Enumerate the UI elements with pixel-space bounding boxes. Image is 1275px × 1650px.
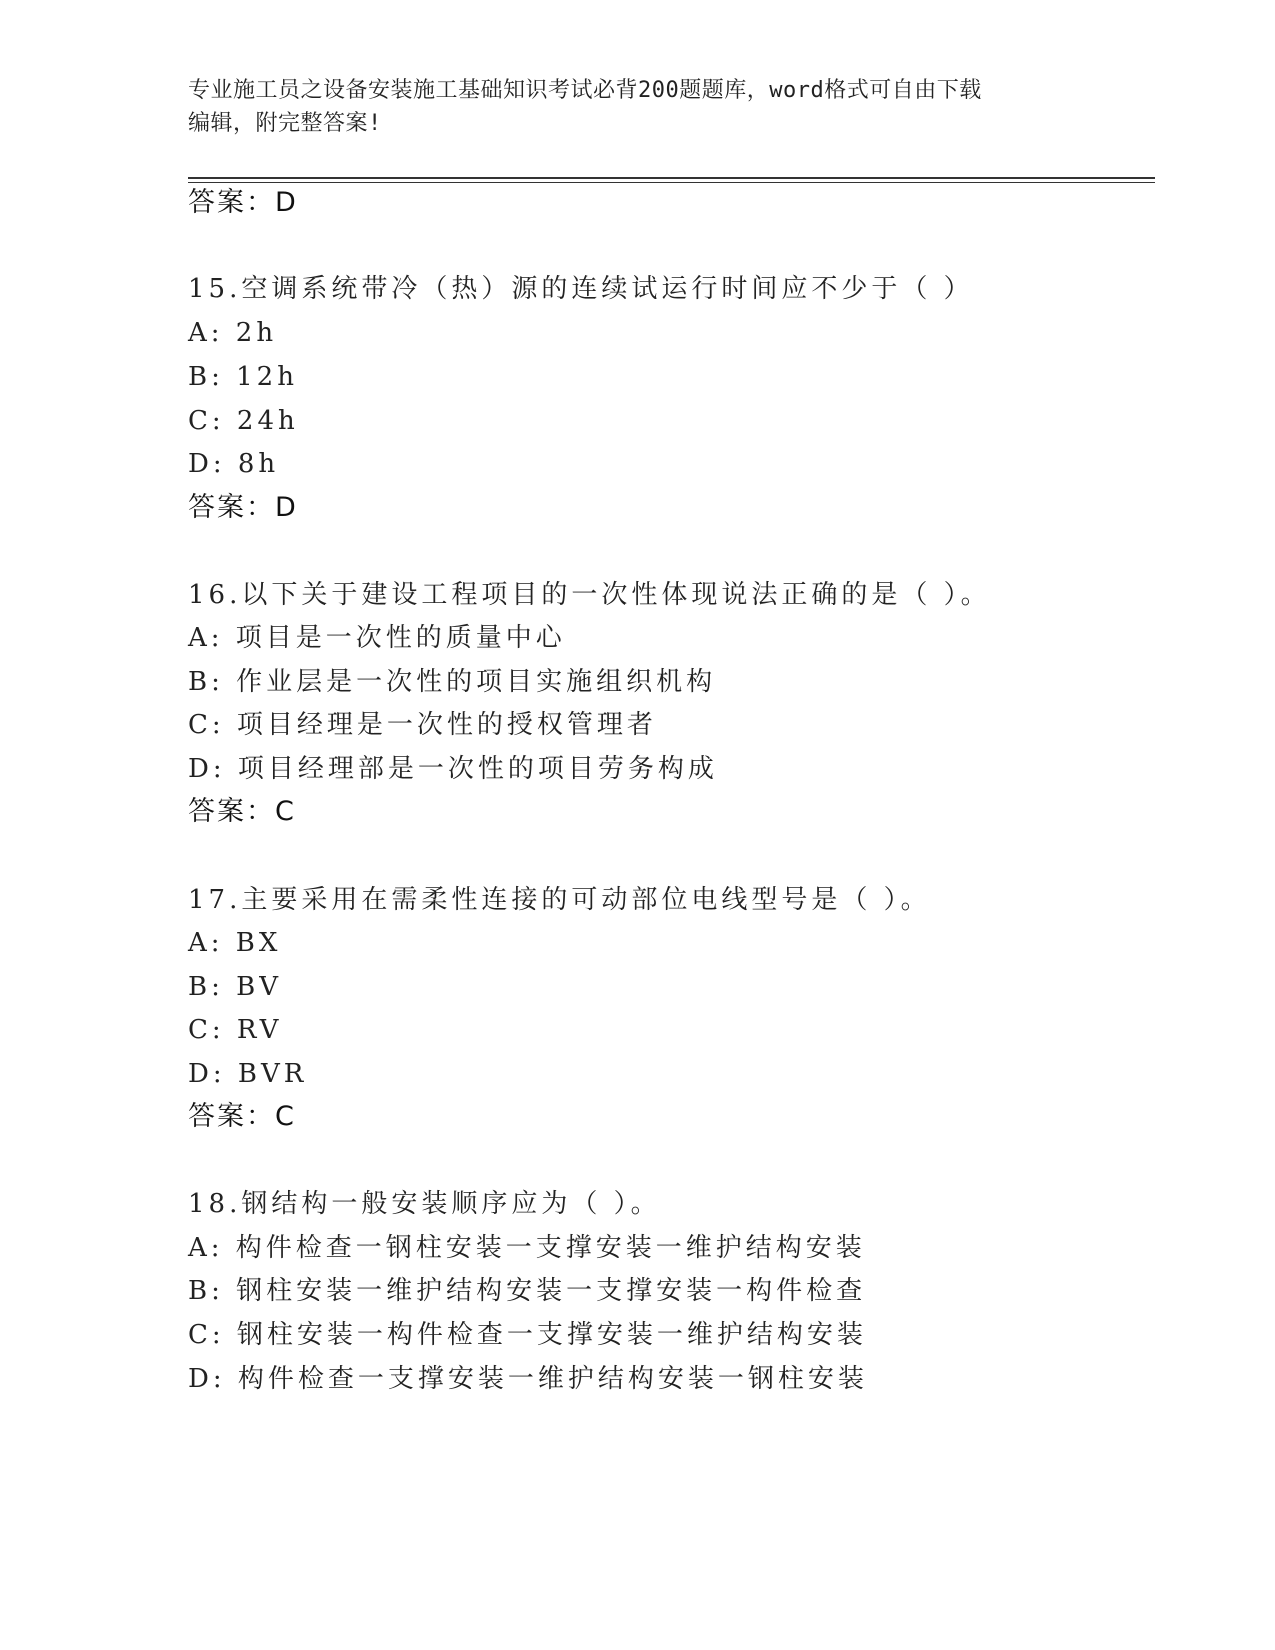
answer-label: 答案：D xyxy=(188,492,298,523)
option-d: D: 构件检查一支撑安装一维护结构安装一钢柱安装 xyxy=(188,1364,868,1394)
document-header xyxy=(188,74,1088,140)
question-stem: 15.空调系统带冷（热）源的连续试运行时间应不少于（ ） xyxy=(188,274,974,304)
option-b: B: BV xyxy=(188,972,283,1002)
option-b: B: 钢柱安装一维护结构安装一支撑安装一构件检查 xyxy=(188,1276,867,1306)
option-c: C: 24h xyxy=(188,406,299,436)
option-d: D: 8h xyxy=(188,449,280,479)
option-c: C: 钢柱安装一构件检查一支撑安装一维护结构安装 xyxy=(188,1320,867,1350)
answer-label: 答案：C xyxy=(188,1101,296,1132)
header-divider-thick xyxy=(188,177,1155,179)
option-d: D: 项目经理部是一次性的项目劳务构成 xyxy=(188,754,718,784)
header-title-line-2: 编辑，附完整答案! xyxy=(188,111,382,136)
option-a: A: BX xyxy=(188,928,282,958)
option-d: D: BVR xyxy=(188,1059,308,1089)
option-c: C: 项目经理是一次性的授权管理者 xyxy=(188,710,657,740)
header-title-line-1: 专业施工员之设备安装施工基础知识考试必背200题题库，word格式可自由下载 xyxy=(188,78,982,103)
question-stem: 16.以下关于建设工程项目的一次性体现说法正确的是（ ）。 xyxy=(188,580,991,610)
previous-question-answer: 答案：D xyxy=(188,187,298,218)
option-b: B: 12h xyxy=(188,362,298,392)
option-c: C: RV xyxy=(188,1015,283,1045)
option-a: A: 构件检查一钢柱安装一支撑安装一维护结构安装 xyxy=(188,1233,866,1263)
option-b: B: 作业层是一次性的项目实施组织机构 xyxy=(188,667,717,697)
answer-label: 答案：C xyxy=(188,796,296,827)
header-divider-thin xyxy=(188,182,1155,183)
question-stem: 17.主要采用在需柔性连接的可动部位电线型号是（ ）。 xyxy=(188,885,931,915)
option-a: A: 2h xyxy=(188,318,278,348)
question-stem: 18.钢结构一般安装顺序应为（ ）。 xyxy=(188,1189,661,1219)
option-a: A: 项目是一次性的质量中心 xyxy=(188,623,566,653)
